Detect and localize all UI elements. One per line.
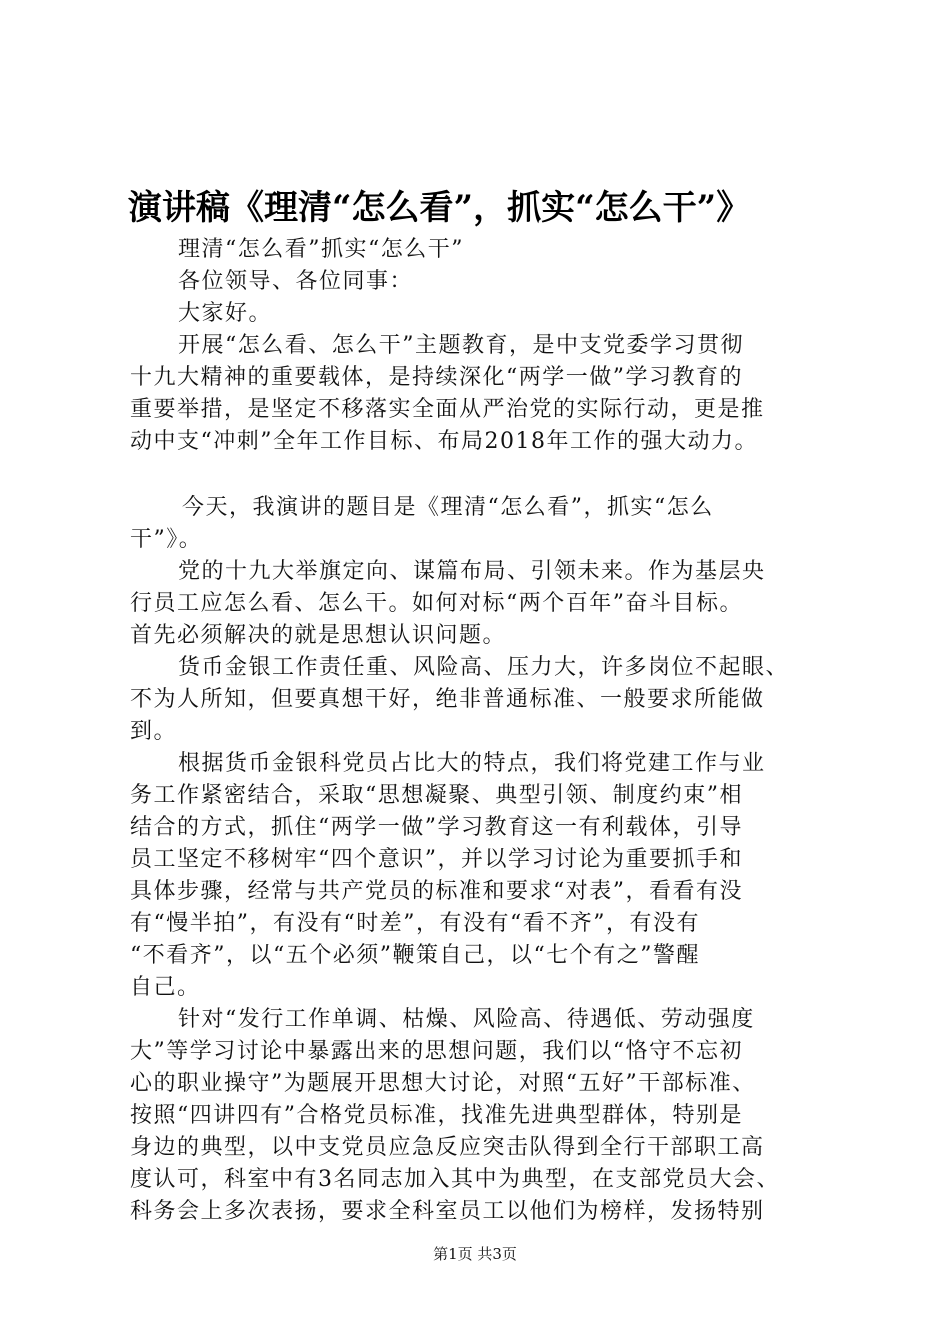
body-line: 身边的典型，以中支党员应急反应突击队得到全行干部职工高: [130, 1135, 765, 1160]
body-line: 到。: [130, 719, 178, 744]
body-line: 首先必须解决的就是思想认识问题。: [130, 623, 507, 648]
paragraph-gap: [130, 458, 830, 492]
body-line: 党的十九大举旗定向、谋篇布局、引领未来。作为基层央: [178, 559, 766, 584]
body-line: 科务会上多次表扬，要求全科室员工以他们为榜样，发扬特别: [130, 1199, 765, 1224]
body-line: 不为人所知，但要真想干好，绝非普通标准、一般要求所能做: [130, 687, 765, 712]
body-line: 员工坚定不移树牢“四个意识”，并以学习讨论为重要抓手和: [130, 847, 743, 872]
body-line: 行员工应怎么看、怎么干。如何对标“两个百年”奋斗目标。: [130, 591, 743, 616]
page-number-footer: 第1页 共3页: [433, 1245, 517, 1263]
body-line: 十九大精神的重要载体，是持续深化“两学一做”学习教育的: [130, 365, 743, 390]
body-line: 务工作紧密结合，采取“思想凝聚、典型引领、制度约束”相: [130, 783, 743, 808]
body-line: 有“慢半拍”，有没有“时差”，有没有“看不齐”，有没有: [130, 911, 700, 936]
body-line: 动中支“冲刺”全年工作目标、布局2018年工作的强大动力。: [130, 429, 758, 454]
body-line: 根据货币金银科党员占比大的特点，我们将党建工作与业: [178, 751, 766, 776]
body-line: 自己。: [130, 975, 201, 1000]
document-body: [130, 234, 830, 1228]
body-line: 结合的方式，抓住“两学一做”学习教育这一有利载体，引导: [130, 815, 743, 840]
body-line: 大”等学习讨论中暴露出来的思想问题，我们以“恪守不忘初: [130, 1039, 743, 1064]
body-line: 各位领导、各位同事：: [178, 269, 414, 294]
body-line: 心的职业操守”为题展开思想大讨论，对照“五好”干部标准、: [130, 1071, 756, 1096]
body-line: “不看齐”，以“五个必须”鞭策自己，以“七个有之”警醒: [130, 943, 700, 968]
body-line: 度认可，科室中有3名同志加入其中为典型，在支部党员大会、: [130, 1167, 780, 1192]
body-line: 今天，我演讲的题目是《理清“怎么看”，抓实“怎么: [182, 495, 714, 520]
body-line: 大家好。: [178, 301, 273, 326]
body-line: 重要举措，是坚定不移落实全面从严治党的实际行动，更是推: [130, 397, 765, 422]
document-title: 演讲稿《理清“怎么看”，抓实“怎么干”》: [128, 188, 751, 228]
body-line: 具体步骤，经常与共产党员的标准和要求“对表”，看看有没: [130, 879, 743, 904]
body-line: 干”》。: [130, 527, 203, 552]
body-line: 开展“怎么看、怎么干”主题教育，是中支党委学习贯彻: [178, 333, 744, 358]
body-line: 按照“四讲四有”合格党员标准，找准先进典型群体，特别是: [130, 1103, 743, 1128]
body-line: 针对“发行工作单调、枯燥、风险高、待遇低、劳动强度: [178, 1007, 755, 1032]
body-line: 理清“怎么看”抓实“怎么干”: [178, 237, 464, 262]
body-line: 货币金银工作责任重、风险高、压力大，许多岗位不起眼、: [178, 655, 790, 680]
